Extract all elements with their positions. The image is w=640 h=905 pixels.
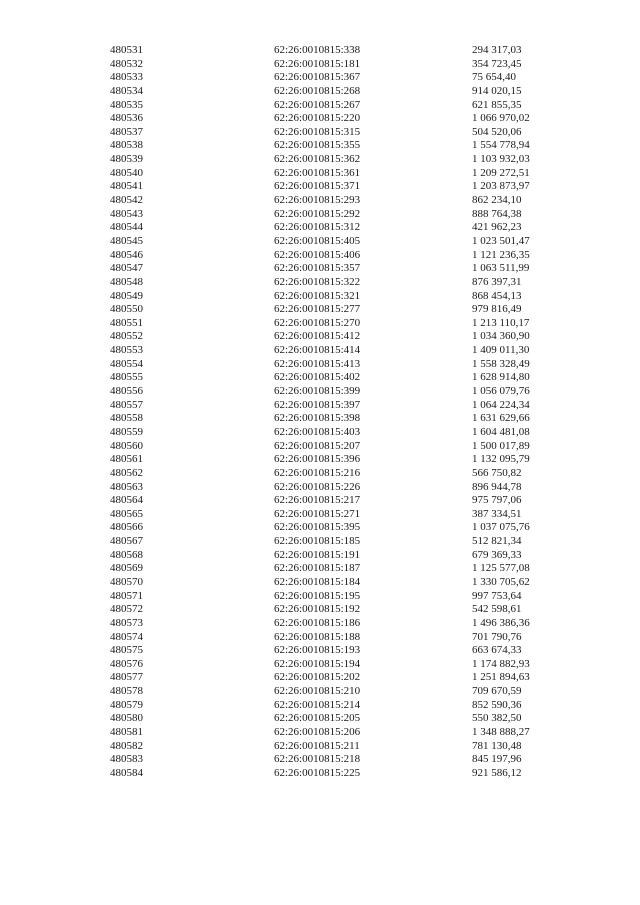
- table-row: [0, 44, 640, 58]
- cadastral-value-cell: 421 962,23: [472, 221, 522, 234]
- table-row: [0, 590, 640, 604]
- cadastral-value-cell: 1 604 481,08: [472, 425, 530, 438]
- table-row: [0, 521, 640, 535]
- cadastral-number-cell: 62:26:0010815:225: [274, 766, 361, 779]
- cadastral-value-cell: 354 723,45: [472, 57, 522, 70]
- cadastral-number-cell: 62:26:0010815:396: [274, 453, 361, 466]
- cadastral-value-table: [0, 44, 640, 781]
- cadastral-number-cell: 62:26:0010815:361: [274, 166, 361, 179]
- cadastral-value-cell: 1 056 079,76: [472, 385, 530, 398]
- table-row: [0, 549, 640, 563]
- cadastral-value-cell: 1 064 224,34: [472, 398, 530, 411]
- table-row: [0, 262, 640, 276]
- table-row: [0, 180, 640, 194]
- row-number-cell: 480547: [110, 262, 143, 275]
- table-row: [0, 426, 640, 440]
- table-row: [0, 385, 640, 399]
- table-row: [0, 453, 640, 467]
- row-number-cell: 480553: [110, 344, 143, 357]
- row-number-cell: 480555: [110, 371, 143, 384]
- cadastral-number-cell: 62:26:0010815:321: [274, 289, 361, 302]
- cadastral-number-cell: 62:26:0010815:207: [274, 439, 361, 452]
- cadastral-number-cell: 62:26:0010815:193: [274, 644, 361, 657]
- row-number-cell: 480575: [110, 644, 143, 657]
- table-row: [0, 58, 640, 72]
- row-number-cell: 480583: [110, 753, 143, 766]
- row-number-cell: 480539: [110, 153, 143, 166]
- table-row: [0, 194, 640, 208]
- cadastral-value-cell: 1 209 272,51: [472, 166, 530, 179]
- cadastral-number-cell: 62:26:0010815:413: [274, 357, 361, 370]
- cadastral-value-cell: 868 454,13: [472, 289, 522, 302]
- cadastral-value-cell: 914 020,15: [472, 84, 522, 97]
- row-number-cell: 480577: [110, 671, 143, 684]
- cadastral-value-cell: 896 944,78: [472, 480, 522, 493]
- row-number-cell: 480543: [110, 207, 143, 220]
- table-row: [0, 358, 640, 372]
- row-number-cell: 480572: [110, 603, 143, 616]
- row-number-cell: 480580: [110, 712, 143, 725]
- row-number-cell: 480554: [110, 357, 143, 370]
- row-number-cell: 480578: [110, 685, 143, 698]
- table-row: [0, 508, 640, 522]
- cadastral-value-cell: 1 037 075,76: [472, 521, 530, 534]
- cadastral-number-cell: 62:26:0010815:398: [274, 412, 361, 425]
- cadastral-value-cell: 1 409 011,30: [472, 344, 530, 357]
- cadastral-value-cell: 1 203 873,97: [472, 180, 530, 193]
- row-number-cell: 480566: [110, 521, 143, 534]
- row-number-cell: 480549: [110, 289, 143, 302]
- table-row: [0, 481, 640, 495]
- cadastral-number-cell: 62:26:0010815:338: [274, 44, 361, 56]
- cadastral-value-cell: 1 125 577,08: [472, 562, 530, 575]
- cadastral-value-cell: 979 816,49: [472, 303, 522, 316]
- cadastral-value-cell: 566 750,82: [472, 466, 522, 479]
- table-row: [0, 112, 640, 126]
- cadastral-number-cell: 62:26:0010815:188: [274, 630, 361, 643]
- cadastral-value-cell: 1 103 932,03: [472, 153, 530, 166]
- cadastral-number-cell: 62:26:0010815:406: [274, 248, 361, 261]
- row-number-cell: 480537: [110, 125, 143, 138]
- cadastral-value-cell: 663 674,33: [472, 644, 522, 657]
- cadastral-value-cell: 542 598,61: [472, 603, 522, 616]
- row-number-cell: 480551: [110, 316, 143, 329]
- cadastral-number-cell: 62:26:0010815:185: [274, 535, 361, 548]
- cadastral-number-cell: 62:26:0010815:355: [274, 139, 361, 152]
- cadastral-value-cell: 1 500 017,89: [472, 439, 530, 452]
- cadastral-value-cell: 1 063 511,99: [472, 262, 530, 275]
- cadastral-number-cell: 62:26:0010815:292: [274, 207, 361, 220]
- table-row: [0, 671, 640, 685]
- cadastral-number-cell: 62:26:0010815:397: [274, 398, 361, 411]
- table-row: [0, 440, 640, 454]
- cadastral-number-cell: 62:26:0010815:191: [274, 548, 361, 561]
- cadastral-value-cell: 781 130,48: [472, 739, 522, 752]
- row-number-cell: 480552: [110, 330, 143, 343]
- table-row: [0, 753, 640, 767]
- cadastral-number-cell: 62:26:0010815:214: [274, 698, 361, 711]
- cadastral-value-cell: 387 334,51: [472, 507, 522, 520]
- row-number-cell: 480563: [110, 480, 143, 493]
- table-row: [0, 249, 640, 263]
- cadastral-number-cell: 62:26:0010815:195: [274, 589, 361, 602]
- cadastral-value-cell: 1 558 328,49: [472, 357, 530, 370]
- table-row: [0, 726, 640, 740]
- cadastral-value-cell: 1 554 778,94: [472, 139, 530, 152]
- table-row: [0, 85, 640, 99]
- cadastral-number-cell: 62:26:0010815:192: [274, 603, 361, 616]
- cadastral-number-cell: 62:26:0010815:312: [274, 221, 361, 234]
- table-row: [0, 99, 640, 113]
- cadastral-number-cell: 62:26:0010815:322: [274, 275, 361, 288]
- row-number-cell: 480576: [110, 657, 143, 670]
- table-row: [0, 740, 640, 754]
- cadastral-value-cell: 504 520,06: [472, 125, 522, 138]
- table-row: [0, 576, 640, 590]
- cadastral-number-cell: 62:26:0010815:187: [274, 562, 361, 575]
- cadastral-value-cell: 1 628 914,80: [472, 371, 530, 384]
- table-row: [0, 494, 640, 508]
- cadastral-value-cell: 1 174 882,93: [472, 657, 530, 670]
- cadastral-value-cell: 679 369,33: [472, 548, 522, 561]
- row-number-cell: 480533: [110, 71, 143, 84]
- row-number-cell: 480584: [110, 766, 143, 779]
- row-number-cell: 480536: [110, 112, 143, 125]
- cadastral-value-cell: 1 496 386,36: [472, 616, 530, 629]
- cadastral-value-cell: 709 670,59: [472, 685, 522, 698]
- cadastral-number-cell: 62:26:0010815:271: [274, 507, 361, 520]
- table-row: [0, 412, 640, 426]
- table-row: [0, 712, 640, 726]
- cadastral-number-cell: 62:26:0010815:405: [274, 234, 361, 247]
- row-number-cell: 480574: [110, 630, 143, 643]
- row-number-cell: 480532: [110, 57, 143, 70]
- cadastral-number-cell: 62:26:0010815:315: [274, 125, 361, 138]
- cadastral-number-cell: 62:26:0010815:211: [274, 739, 360, 752]
- cadastral-number-cell: 62:26:0010815:218: [274, 753, 361, 766]
- cadastral-number-cell: 62:26:0010815:395: [274, 521, 361, 534]
- table-row: [0, 644, 640, 658]
- table-row: [0, 71, 640, 85]
- table-row: [0, 603, 640, 617]
- row-number-cell: 480571: [110, 589, 143, 602]
- cadastral-value-cell: 852 590,36: [472, 698, 522, 711]
- cadastral-number-cell: 62:26:0010815:367: [274, 71, 361, 84]
- cadastral-value-cell: 550 382,50: [472, 712, 522, 725]
- table-row: [0, 562, 640, 576]
- cadastral-value-cell: 512 821,34: [472, 535, 522, 548]
- row-number-cell: 480581: [110, 726, 143, 739]
- row-number-cell: 480548: [110, 275, 143, 288]
- cadastral-number-cell: 62:26:0010815:277: [274, 303, 361, 316]
- cadastral-value-cell: 888 764,38: [472, 207, 522, 220]
- table-row: [0, 221, 640, 235]
- cadastral-value-cell: 1 631 629,66: [472, 412, 530, 425]
- cadastral-value-cell: 845 197,96: [472, 753, 522, 766]
- table-row: [0, 139, 640, 153]
- cadastral-number-cell: 62:26:0010815:206: [274, 726, 361, 739]
- row-number-cell: 480542: [110, 194, 143, 207]
- cadastral-number-cell: 62:26:0010815:371: [274, 180, 361, 193]
- table-row: [0, 330, 640, 344]
- table-row: [0, 631, 640, 645]
- cadastral-number-cell: 62:26:0010815:210: [274, 685, 361, 698]
- cadastral-number-cell: 62:26:0010815:293: [274, 194, 361, 207]
- table-row: [0, 685, 640, 699]
- cadastral-value-cell: 1 023 501,47: [472, 234, 530, 247]
- cadastral-number-cell: 62:26:0010815:202: [274, 671, 361, 684]
- row-number-cell: 480545: [110, 234, 143, 247]
- cadastral-number-cell: 62:26:0010815:402: [274, 371, 361, 384]
- table-row: [0, 235, 640, 249]
- cadastral-value-cell: 701 790,76: [472, 630, 522, 643]
- table-row: [0, 767, 640, 781]
- table-row: [0, 126, 640, 140]
- row-number-cell: 480544: [110, 221, 143, 234]
- table-row: [0, 208, 640, 222]
- cadastral-number-cell: 62:26:0010815:217: [274, 494, 361, 507]
- cadastral-number-cell: 62:26:0010815:268: [274, 84, 361, 97]
- table-row: [0, 344, 640, 358]
- table-row: [0, 153, 640, 167]
- cadastral-number-cell: 62:26:0010815:412: [274, 330, 361, 343]
- table-row: [0, 167, 640, 181]
- cadastral-value-cell: 876 397,31: [472, 275, 522, 288]
- row-number-cell: 480559: [110, 425, 143, 438]
- row-number-cell: 480538: [110, 139, 143, 152]
- cadastral-value-cell: 75 654,40: [472, 71, 516, 84]
- cadastral-value-cell: 1 066 970,02: [472, 112, 530, 125]
- table-row: [0, 399, 640, 413]
- cadastral-number-cell: 62:26:0010815:205: [274, 712, 361, 725]
- cadastral-value-cell: 1 034 360,90: [472, 330, 530, 343]
- cadastral-value-cell: 862 234,10: [472, 194, 522, 207]
- cadastral-value-cell: 1 251 894,63: [472, 671, 530, 684]
- cadastral-value-cell: 621 855,35: [472, 98, 522, 111]
- cadastral-number-cell: 62:26:0010815:181: [274, 57, 361, 70]
- table-row: [0, 658, 640, 672]
- cadastral-number-cell: 62:26:0010815:226: [274, 480, 361, 493]
- row-number-cell: 480540: [110, 166, 143, 179]
- row-number-cell: 480569: [110, 562, 143, 575]
- row-number-cell: 480556: [110, 385, 143, 398]
- row-number-cell: 480531: [110, 44, 143, 56]
- row-number-cell: 480562: [110, 466, 143, 479]
- table-row: [0, 290, 640, 304]
- cadastral-value-cell: 1 132 095,79: [472, 453, 530, 466]
- cadastral-number-cell: 62:26:0010815:270: [274, 316, 361, 329]
- cadastral-number-cell: 62:26:0010815:186: [274, 616, 361, 629]
- row-number-cell: 480560: [110, 439, 143, 452]
- row-number-cell: 480582: [110, 739, 143, 752]
- row-number-cell: 480561: [110, 453, 143, 466]
- cadastral-value-cell: 1 348 888,27: [472, 726, 530, 739]
- row-number-cell: 480564: [110, 494, 143, 507]
- table-row: [0, 303, 640, 317]
- row-number-cell: 480541: [110, 180, 143, 193]
- table-row: [0, 617, 640, 631]
- row-number-cell: 480550: [110, 303, 143, 316]
- table-row: [0, 317, 640, 331]
- row-number-cell: 480546: [110, 248, 143, 261]
- cadastral-value-cell: 1 121 236,35: [472, 248, 530, 261]
- row-number-cell: 480568: [110, 548, 143, 561]
- row-number-cell: 480534: [110, 84, 143, 97]
- table-row: [0, 371, 640, 385]
- cadastral-value-cell: 997 753,64: [472, 589, 522, 602]
- cadastral-value-cell: 1 330 705,62: [472, 575, 530, 588]
- cadastral-number-cell: 62:26:0010815:357: [274, 262, 361, 275]
- row-number-cell: 480567: [110, 535, 143, 548]
- row-number-cell: 480558: [110, 412, 143, 425]
- cadastral-value-cell: 294 317,03: [472, 44, 522, 56]
- table-row: [0, 699, 640, 713]
- row-number-cell: 480565: [110, 507, 143, 520]
- cadastral-number-cell: 62:26:0010815:362: [274, 153, 361, 166]
- table-row: [0, 467, 640, 481]
- cadastral-value-cell: 921 586,12: [472, 766, 522, 779]
- cadastral-number-cell: 62:26:0010815:216: [274, 466, 361, 479]
- cadastral-number-cell: 62:26:0010815:194: [274, 657, 361, 670]
- row-number-cell: 480535: [110, 98, 143, 111]
- cadastral-number-cell: 62:26:0010815:220: [274, 112, 361, 125]
- row-number-cell: 480557: [110, 398, 143, 411]
- cadastral-number-cell: 62:26:0010815:403: [274, 425, 361, 438]
- cadastral-number-cell: 62:26:0010815:184: [274, 575, 361, 588]
- cadastral-value-cell: 1 213 110,17: [472, 316, 530, 329]
- table-row: [0, 535, 640, 549]
- table-row: [0, 276, 640, 290]
- cadastral-number-cell: 62:26:0010815:399: [274, 385, 361, 398]
- row-number-cell: 480579: [110, 698, 143, 711]
- row-number-cell: 480570: [110, 575, 143, 588]
- cadastral-number-cell: 62:26:0010815:414: [274, 344, 361, 357]
- row-number-cell: 480573: [110, 616, 143, 629]
- cadastral-value-cell: 975 797,06: [472, 494, 522, 507]
- cadastral-number-cell: 62:26:0010815:267: [274, 98, 361, 111]
